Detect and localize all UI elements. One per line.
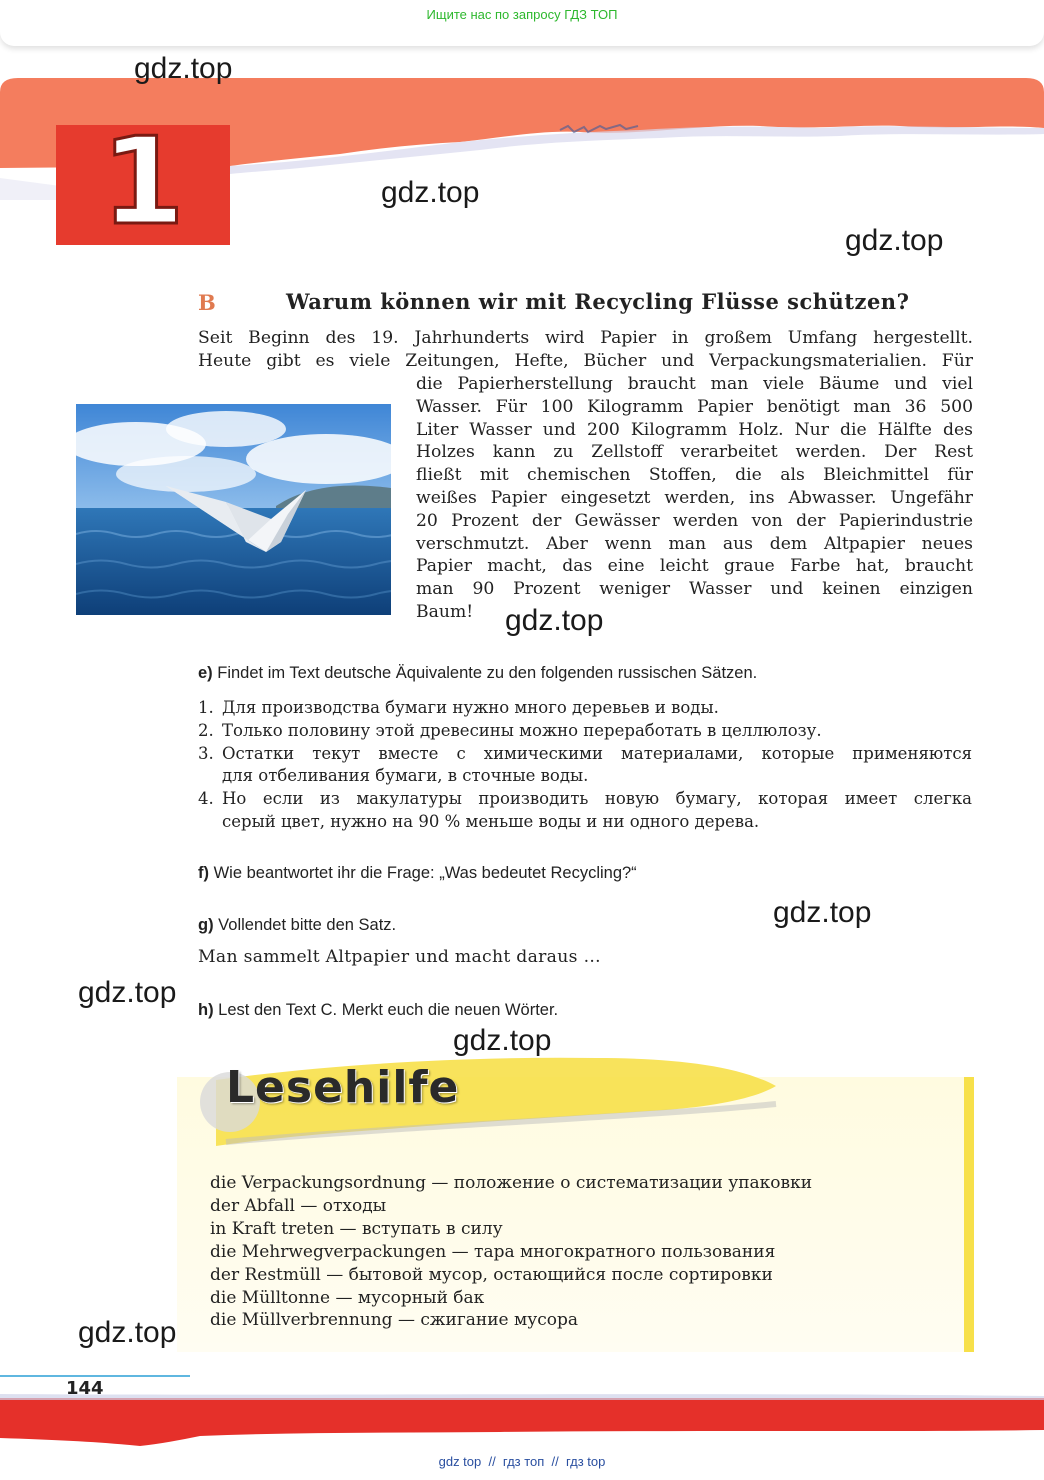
task-text: Findet im Text deutsche Äquivalente zu den folgenden russischen Sätzen. [217,664,758,682]
text-line: Heute gibt es viele Zeitungen, Hefte, Bücher und Verpackungsmaterialien. Für [198,351,973,371]
vocabulary-list [210,1172,812,1332]
text-line: die Papierherstellung braucht man viele Bäume und viel [416,374,973,394]
text-line: 20 Prozent der Gewässer werden von der Papierindustrie [416,511,973,531]
vocab-item: die Mehrwegverpackungen — тара многократного пользования [210,1241,776,1262]
task-text: Lest den Text C. Merkt euch die neuen Wörter. [218,1001,559,1019]
vocab-item: in Kraft treten — вступать в силу [210,1218,503,1239]
watermark: gdz.top [381,176,480,209]
text-line: Papier macht, das eine leicht graue Farbe hat, braucht [416,556,973,576]
watermark: gdz.top [773,896,872,929]
text-line: Baum! [416,602,474,622]
lesehilfe-edge [964,1077,974,1352]
list-item-text: Но если из макулатуры производить новую бумагу, которая имеет слегка [222,789,972,808]
bottom-bar [0,1370,1044,1450]
list-item-text: Для производства бумаги нужно много деревьев и воды. [222,698,719,717]
task-label: g) [198,916,214,934]
task-label: e) [198,664,213,682]
sentence-to-complete: Man sammelt Altpapier und macht daraus … [198,947,601,967]
watermark: gdz.top [845,224,944,257]
text-line: verschmutzt. Aber wenn man aus dem Altpapier neues [416,534,973,554]
task-g [198,916,396,935]
watermark: gdz.top [78,976,177,1009]
list-item-text: для отбеливания бумаги, в сточные воды. [222,766,589,785]
text-line: Seit Beginn des 19. Jahrhunderts wird Papier in großem Umfang hergestellt. [198,328,973,348]
top-bar-text: Ищите нас по запросу ГДЗ ТОП [426,7,618,22]
task-e [198,664,757,683]
text-line: Holzes kann zu Zellstoff verarbeitet werden. Der Rest [416,442,973,462]
text-line: weißes Papier eingesetzt werden, ins Abwasser. Ungefähr [416,488,973,508]
list-item-number: 2. [198,721,214,740]
watermark: gdz.top [505,604,604,637]
section-letter: B [198,290,216,315]
text-line: Wasser. Für 100 Kilogramm Papier benötigt man 36 500 [416,397,973,417]
task-text: Wie beantwortet ihr die Frage: „Was bedeutet Recycling?“ [213,864,637,882]
text-line: fließt mit chemischen Stoffen, die als Bleichmittel für [416,465,973,485]
chapter-number: 1 [101,113,185,252]
page-number: 144 [66,1378,104,1399]
task-text: Vollendet bitte den Satz. [218,916,397,934]
task-label: f) [198,864,209,882]
footer-links[interactable]: gdz top // гдз топ // гдз top [438,1454,606,1469]
text-line: Liter Wasser und 200 Kilogramm Holz. Nur die Hälfte des [416,420,973,440]
vocab-item: der Restmüll — бытовой мусор, остающийся после сортировки [210,1264,773,1285]
list-item-number: 1. [198,698,214,717]
section-title: Warum können wir mit Recycling Flüsse schützen? [286,289,910,314]
lesehilfe-title: Lesehilfe [226,1062,460,1113]
list-item-text: Только половину этой древесины можно переработать в целлюлозу. [222,721,822,740]
paper-boat-photo [76,404,391,615]
watermark: gdz.top [134,52,233,85]
watermark: gdz.top [78,1316,177,1349]
task-h [198,1001,558,1020]
list-item-text: серый цвет, нужно на 90 % меньше воды и ни одного дерева. [222,812,760,831]
list-item-number: 3. [198,744,214,763]
vocab-item: die Verpackungsordnung — положение о систематизации упаковки [210,1173,813,1193]
list-item-text: Остатки текут вместе с химическими материалами, которые применяются [222,744,972,763]
text-line: man 90 Prozent weniger Wasser und keinen einzigen [416,579,973,599]
task-label: h) [198,1001,214,1019]
watermark: gdz.top [453,1024,552,1057]
vocab-item: der Abfall — отходы [210,1195,387,1216]
vocab-item: die Müllverbrennung — сжигание мусора [210,1310,579,1331]
task-f [198,864,637,883]
list-item-number: 4. [198,789,214,808]
vocab-item: die Mülltonne — мусорный бак [210,1287,485,1308]
